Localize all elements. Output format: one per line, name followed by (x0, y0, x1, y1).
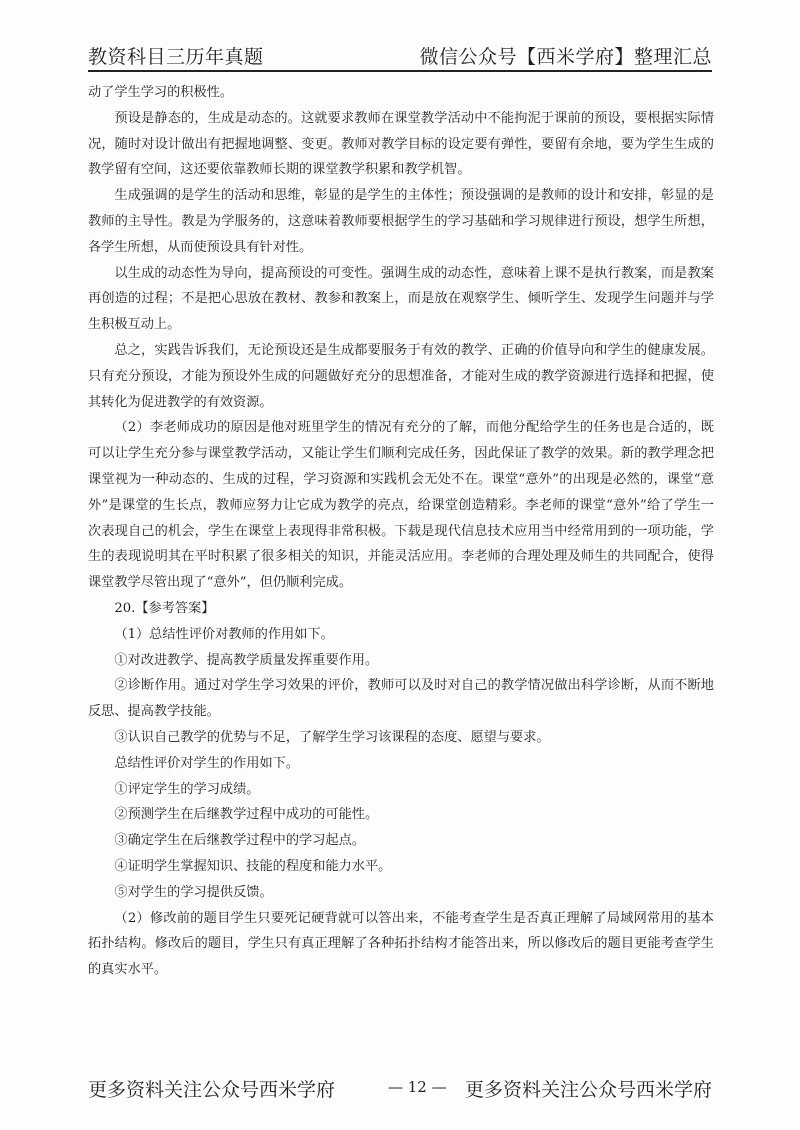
paragraph: 总结性评价对学生的作用如下。 (114, 755, 300, 771)
page-number: — 12 — (388, 1078, 447, 1096)
paragraph: （2）李老师成功的原因是他对班里学生的情况有充分的了解，而他分配给学生的任务也是合适的，既可以让学生充分参与课堂教学活动，又能让学生们顺利完成任务，因此保证了教学的效果。新的教学理念把课堂视为一种动态的、生成的过程，学习资源和实践机会无处不在。课堂“意外”的出现是必然的，课堂“意外”是课堂的生长点，教师应努力让它成为教学的亮点，给课堂创造精彩。李老师的课堂“意外”给了学生一次表现自己的机会，学生在课堂上表现得非常积极。下载是现代信息技术应用当中经常用到的一项功能，学生的表现说明其在平时积累了很多相关的知识，并能灵活应用。李老师的合理处理及师生的共同配合，使得课堂教学尽管出现了“意外”，但仍顺利完成。 (88, 420, 714, 591)
list-item: ①对改进教学、提高教学质量发挥重要作用。 (114, 652, 379, 668)
paragraph: 以生成的动态性为导向，提高预设的可变性。强调生成的动态性，意味着上课不是执行教案，而是教案再创造的过程；不是把心思放在教材、教参和教案上，而是放在观察学生、倾听学生、发现学生问题并与学生积极互动上。 (88, 265, 714, 333)
paragraph: 预设是静态的，生成是动态的。这就要求教师在课堂教学活动中不能拘泥于课前的预设，要根据实际情况，随时对设计做出有把握地调整、变更。教师对教学目标的设定要有弹性，要留有余地，要为学生生成的教学留有空间，这还要依靠教师长期的课堂教学积累和教学机智。 (88, 110, 714, 178)
page-header (88, 40, 712, 72)
paragraph: （1）总结性评价对教师的作用如下。 (114, 626, 334, 642)
list-item: ②诊断作用。通过对学生学习效果的评价，教师可以及时对自己的教学情况做出科学诊断，从而不断地反思、提高教学技能。 (88, 678, 714, 720)
paragraph: 生成强调的是学生的活动和思维，彰显的是学生的主体性；预设强调的是教师的设计和安排，彰显的是教师的主导性。教是为学服务的，这意味着教师要根据学生的学习基础和学习规律进行预设，想学生所想，各学生所想，从而使预设具有针对性。 (88, 188, 714, 255)
list-item: ⑤对学生的学习提供反馈。 (114, 884, 273, 900)
list-item: ③确定学生在后继教学过程中的学习起点。 (114, 833, 365, 849)
list-item: ④证明学生掌握知识、技能的程度和能力水平。 (114, 858, 392, 874)
header-source: 微信公众号【西米学府】整理汇总 (419, 46, 712, 68)
paragraph: （2）修改前的题目学生只要死记硬背就可以答出来，不能考查学生是否真正理解了局域网常用的基本拓扑结构。修改后的题目，学生只有真正理解了各种拓扑结构才能答出来，所以修改后的题目更能考查学生的真实水平。 (88, 910, 714, 978)
paragraph: 动了学生学习的积极性。 (88, 85, 234, 100)
page-footer (88, 1075, 712, 1105)
document-body (88, 80, 714, 983)
answer-heading: 20.【参考答案】 (114, 600, 215, 616)
paragraph: 总之，实践告诉我们，无论预设还是生成都要服务于有效的教学、正确的价值导向和学生的健康发展。只有充分预设，才能为预设外生成的问题做好充分的思想准备，才能对生成的教学资源进行选择和把握，使其转化为促进教学的有效资源。 (88, 342, 714, 410)
list-item: ③认识自己教学的优势与不足，了解学生学习该课程的态度、愿望与要求。 (114, 729, 550, 745)
header-title: 教资科目三历年真题 (88, 46, 264, 68)
footer-left-note: 更多资料关注公众号西米学府 (88, 1079, 336, 1101)
footer-right-note: 更多资料关注公众号西米学府 (464, 1079, 712, 1101)
list-item: ①评定学生的学习成绩。 (114, 781, 260, 797)
list-item: ②预测学生在后继教学过程中成功的可能性。 (114, 807, 379, 823)
